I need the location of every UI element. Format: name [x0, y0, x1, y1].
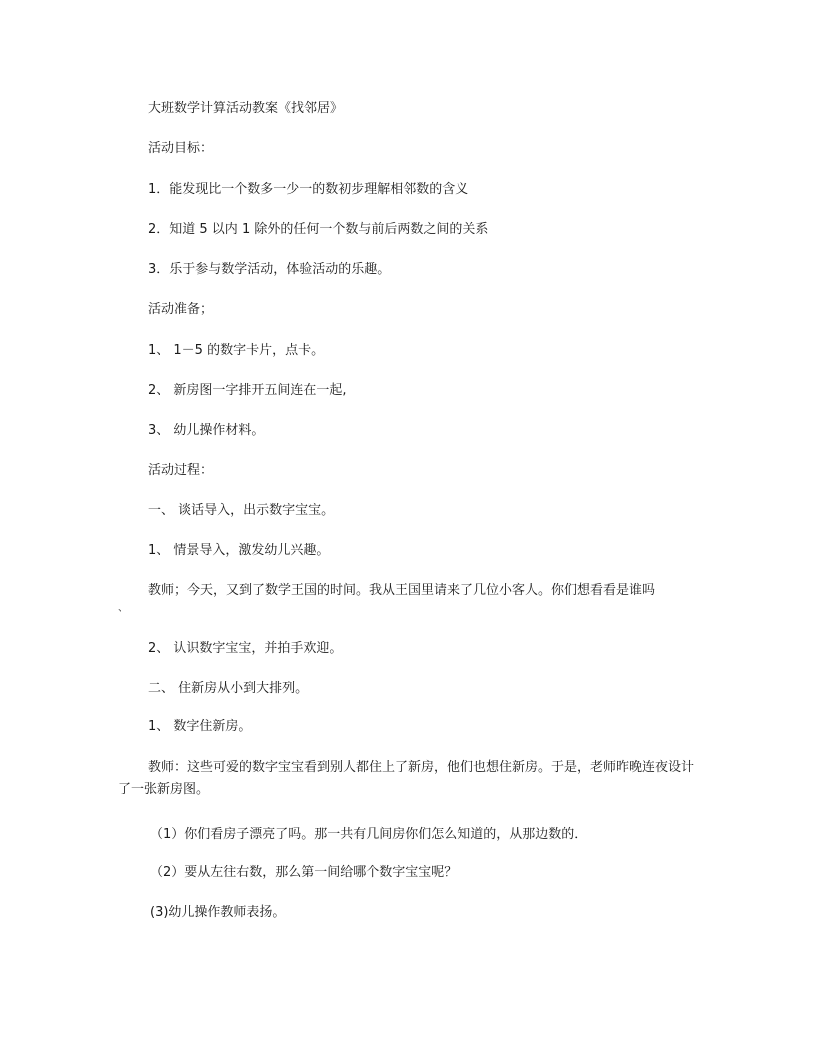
- part2-item-1: 1、 数字住新房。: [148, 719, 252, 734]
- part1-item-1: 1、 情景导入，激发幼儿兴趣。: [148, 543, 330, 558]
- teacher-paragraph-2: 教师：这些可爱的数字宝宝看到别人都住上了新房，他们也想住新房。于是，老师昨晚连夜设计了一张新房图。: [118, 760, 695, 797]
- part1-item-2: 2、 认识数字宝宝，并拍手欢迎。: [148, 641, 343, 656]
- prep-item-2: 2、 新房图一字排开五间连在一起,: [148, 383, 347, 398]
- goal-item-3: 3．乐于参与数学活动，体验活动的乐趣。: [148, 262, 391, 277]
- teacher-paragraph-1: 教师；今天，又到了数学王国的时间。我从王国里请来了几位小客人。你们想看看是谁吗: [148, 583, 656, 598]
- sub-item-1: （1）你们看房子漂亮了吗。那一共有几间房你们怎么知道的，从那边数的．: [150, 827, 588, 842]
- prep-item-3: 3、 幼儿操作材料。: [148, 423, 265, 438]
- sub-item-2: （2）要从左往右数，那么第一间给哪个数字宝宝呢？: [150, 865, 458, 880]
- goal-item-1: 1．能发现比一个数多一少一的数初步理解相邻数的含义: [148, 182, 469, 197]
- sub-item-3: (3)幼儿操作教师表扬。: [150, 905, 286, 920]
- part1-heading: 一、 谈话导入，出示数字宝宝。: [148, 503, 335, 518]
- goal-item-2: 2．知道 5 以内 1 除外的任何一个数与前后两数之间的关系: [148, 222, 489, 237]
- document-title: 大班数学计算活动教案《找邻居》: [148, 101, 344, 116]
- goals-heading: 活动目标：: [148, 141, 214, 156]
- teacher-paragraph-1-tail: 、: [118, 603, 128, 614]
- part2-heading: 二、 住新房从小到大排列。: [148, 681, 309, 696]
- process-heading: 活动过程：: [148, 463, 214, 478]
- prep-item-1: 1、 1－5 的数字卡片，点卡。: [148, 343, 325, 358]
- prep-heading: 活动准备；: [148, 302, 214, 317]
